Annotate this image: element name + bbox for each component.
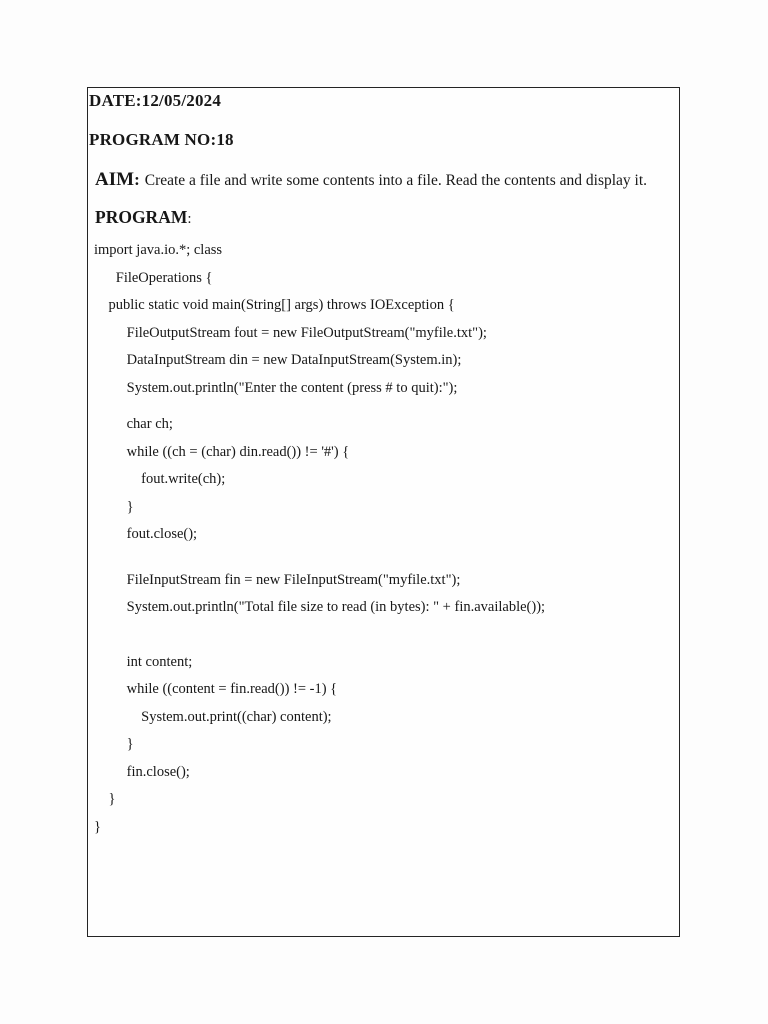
aim-label: AIM bbox=[95, 169, 135, 190]
code-blank-line bbox=[94, 558, 679, 567]
document-border-box bbox=[87, 87, 680, 937]
code-line: char ch; bbox=[94, 416, 173, 432]
code-blank-line bbox=[94, 549, 679, 558]
code-line: DataInputStream din = new DataInputStream(System.in); bbox=[94, 352, 462, 368]
program-code bbox=[94, 237, 679, 841]
aim-line bbox=[95, 169, 679, 191]
program-separator: : bbox=[187, 211, 192, 227]
code-line: fout.close(); bbox=[94, 526, 198, 542]
code-blank-line bbox=[94, 631, 679, 640]
code-line: fin.close(); bbox=[94, 763, 190, 780]
code-line: FileInputStream fin = new FileInputStream("myfile.txt"); bbox=[94, 571, 461, 588]
code-line: } bbox=[94, 736, 134, 752]
code-line: } bbox=[94, 791, 116, 807]
code-line: int content; bbox=[94, 653, 193, 670]
code-blank-line bbox=[94, 622, 679, 631]
code-line: } bbox=[94, 498, 134, 515]
code-line: while ((content = fin.read()) != -1) { bbox=[94, 681, 338, 697]
code-blank-line bbox=[94, 402, 679, 411]
code-line: import java.io.*; class bbox=[94, 242, 223, 258]
program-heading bbox=[95, 207, 679, 228]
code-line: while ((ch = (char) din.read()) != '#') { bbox=[94, 443, 350, 460]
code-line: public static void main(String[] args) throws IOException { bbox=[94, 297, 455, 313]
code-line: System.out.println("Enter the content (press # to quit):"); bbox=[94, 379, 458, 396]
date-heading: DATE:12/05/2024 bbox=[89, 91, 222, 110]
aim-text: Create a file and write some contents into a file. Read the contents and display it. bbox=[144, 172, 648, 189]
code-line: System.out.println("Total file size to read (in bytes): " + fin.available()); bbox=[94, 599, 546, 615]
code-line: } bbox=[94, 818, 101, 835]
program-label: PROGRAM bbox=[95, 207, 188, 227]
code-line: FileOperations { bbox=[94, 269, 213, 286]
code-line: FileOutputStream fout = new FileOutputStream("myfile.txt"); bbox=[94, 324, 487, 341]
program-number-heading: PROGRAM NO:18 bbox=[89, 130, 234, 149]
code-line: fout.write(ch); bbox=[94, 471, 226, 487]
aim-separator: : bbox=[134, 170, 140, 189]
code-blank-line bbox=[94, 640, 679, 649]
code-line: System.out.print((char) content); bbox=[94, 708, 332, 725]
